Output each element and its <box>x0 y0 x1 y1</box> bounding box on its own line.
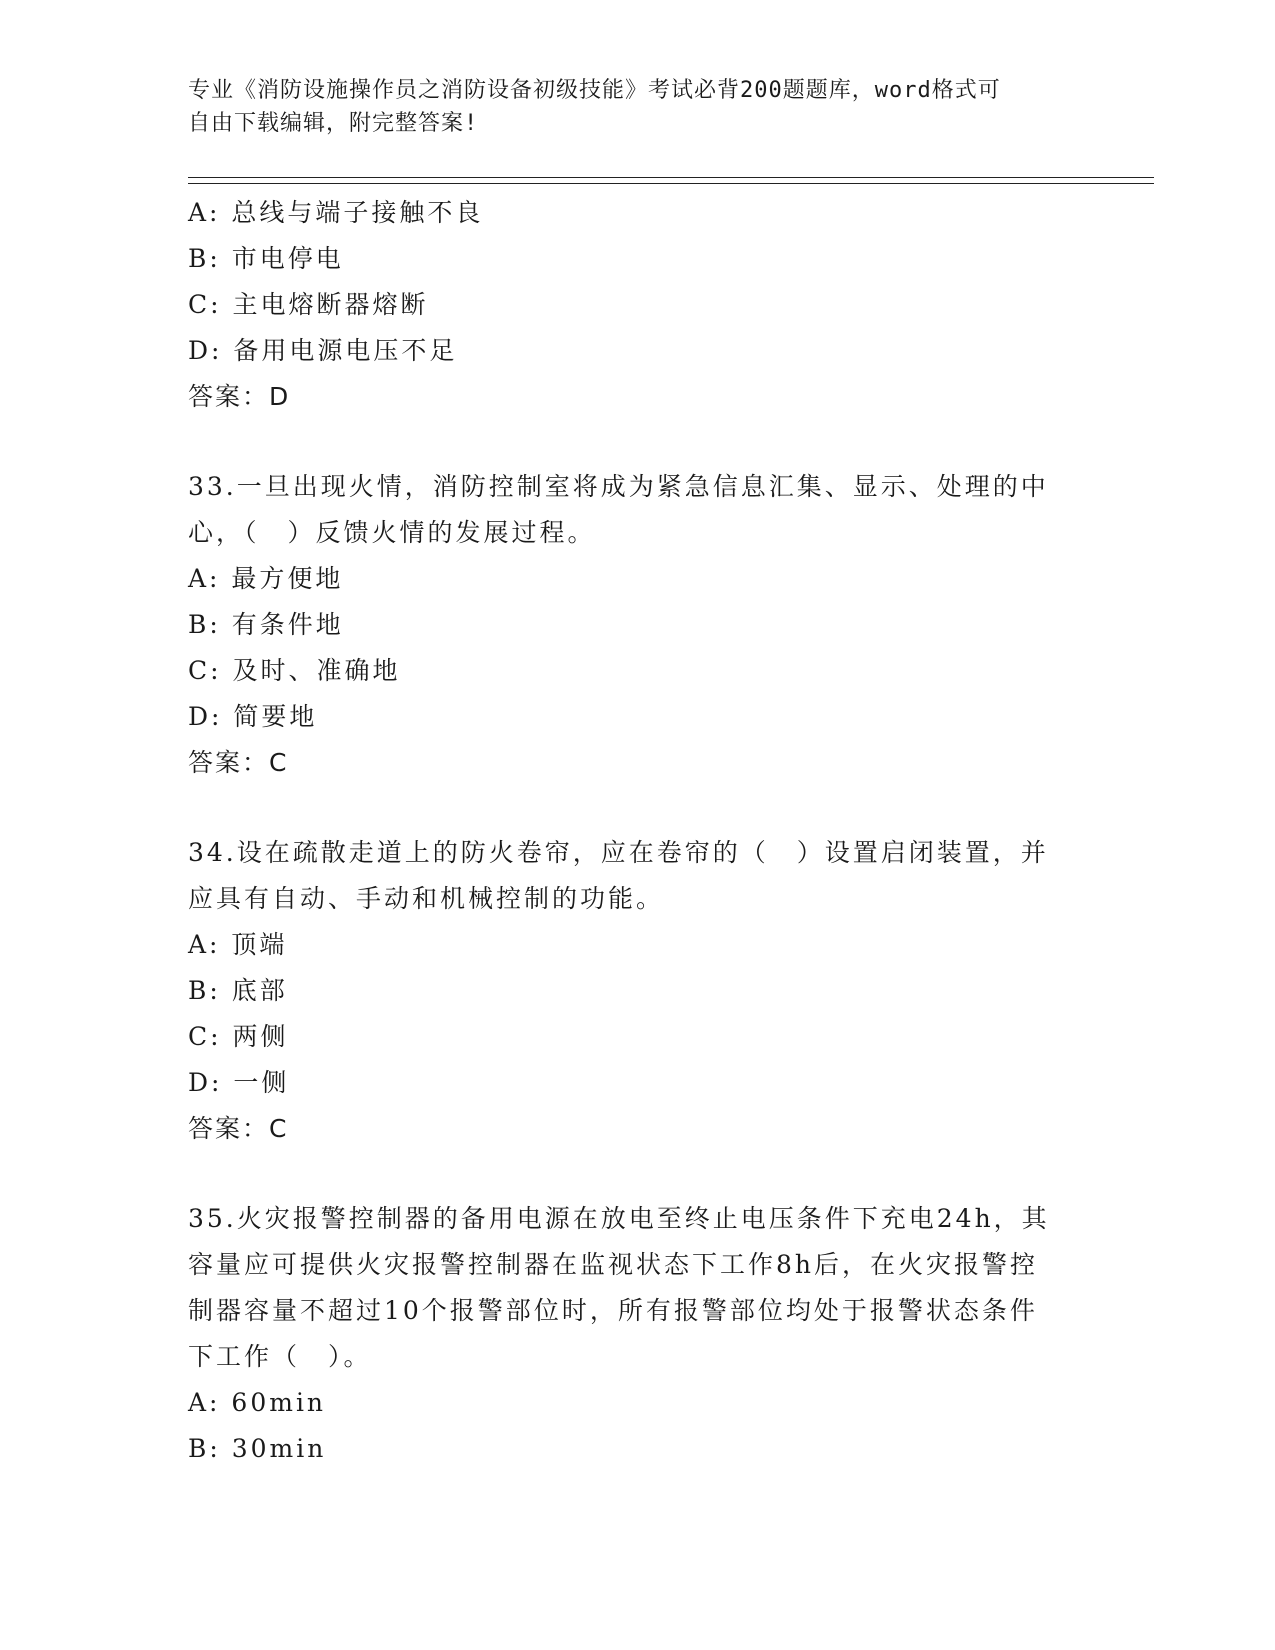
question-text <box>188 464 1068 556</box>
question-33 <box>188 464 1068 786</box>
option-b: B: 底部 <box>188 976 288 1005</box>
question-list <box>188 190 1068 1472</box>
option-d: D: 简要地 <box>188 702 318 731</box>
answer-line: 答案：C <box>188 748 289 777</box>
header-line-1: 专业《消防设施操作员之消防设备初级技能》考试必背200题题库，word格式可 <box>188 78 1001 103</box>
header-rule-top <box>188 177 1154 178</box>
option-b: B: 有条件地 <box>188 610 344 639</box>
answer-line: 答案：C <box>188 1114 289 1143</box>
question-32-options <box>188 190 1068 420</box>
answer-line: 答案：D <box>188 382 291 411</box>
option-d: D: 备用电源电压不足 <box>188 336 458 365</box>
header-rule-bottom <box>188 183 1154 184</box>
option-b: B: 市电停电 <box>188 244 344 273</box>
question-text-line: 下工作（ ）。 <box>188 1342 372 1371</box>
question-text-line: 心，（ ）反馈火情的发展过程。 <box>188 518 596 547</box>
question-34 <box>188 830 1068 1152</box>
question-text-line: 应具有自动、手动和机械控制的功能。 <box>188 884 665 913</box>
question-text-line: 34.设在疏散走道上的防火卷帘，应在卷帘的（ ）设置启闭装置，并 <box>188 838 1049 867</box>
question-35 <box>188 1196 1068 1472</box>
option-c: C: 及时、准确地 <box>188 656 401 685</box>
option-a: A: 顶端 <box>188 930 288 959</box>
option-c: C: 两侧 <box>188 1022 289 1051</box>
question-text <box>188 1196 1068 1380</box>
option-b: B: 30min <box>188 1434 327 1463</box>
document-header <box>188 74 1068 140</box>
question-text-line: 35.火灾报警控制器的备用电源在放电至终止电压条件下充电24h，其 <box>188 1204 1050 1233</box>
question-text-line: 制器容量不超过10个报警部位时，所有报警部位均处于报警状态条件 <box>188 1296 1038 1325</box>
question-text <box>188 830 1068 922</box>
question-text-line: 容量应可提供火灾报警控制器在监视状态下工作8h后，在火灾报警控 <box>188 1250 1039 1279</box>
option-c: C: 主电熔断器熔断 <box>188 290 429 319</box>
option-a: A: 最方便地 <box>188 564 344 593</box>
option-a: A: 总线与端子接触不良 <box>188 198 484 227</box>
question-text-line: 33.一旦出现火情，消防控制室将成为紧急信息汇集、显示、处理的中 <box>188 472 1049 501</box>
header-line-2: 自由下载编辑，附完整答案! <box>188 111 479 136</box>
option-a: A: 60min <box>188 1388 327 1417</box>
option-d: D: 一侧 <box>188 1068 290 1097</box>
